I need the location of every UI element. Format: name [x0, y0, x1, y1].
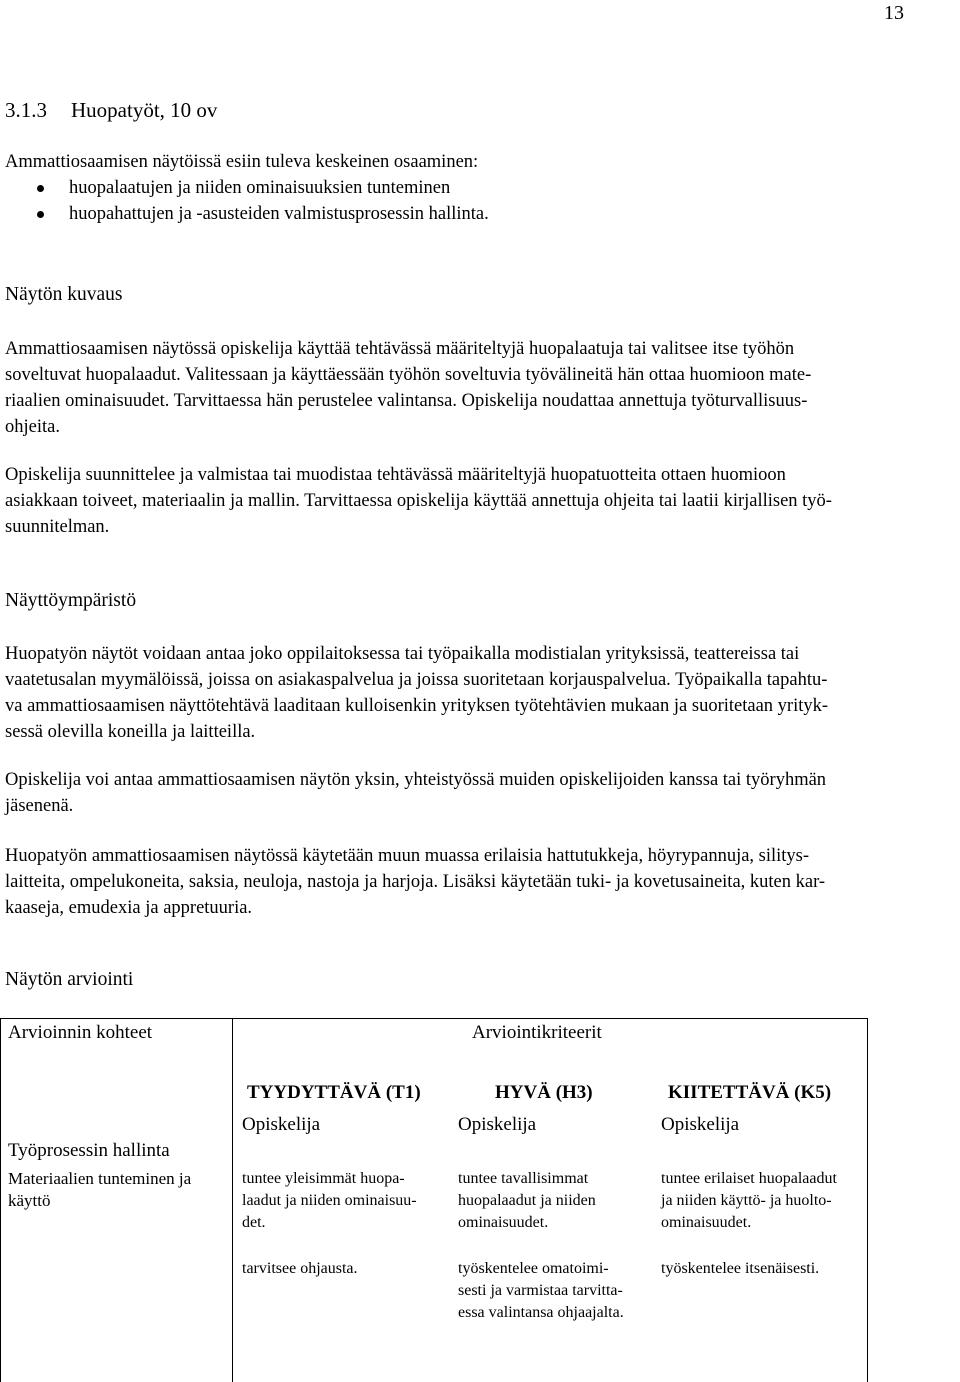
text-line: vaatetusalan myymälöissä, joissa on asiakaspalvelua ja joissa suoritetaan korjauspalvelua. Työpaikalla tapahtu- — [5, 670, 828, 690]
criteria-k5-knowledge — [661, 1168, 837, 1234]
col-header-targets: Arvioinnin kohteet — [8, 1022, 153, 1043]
criteria-h3-work — [458, 1258, 624, 1324]
text-line: käyttö — [8, 1191, 51, 1210]
text-line: suunnitelman. — [5, 517, 110, 537]
text-line: asiakkaan toiveet, materiaalin ja mallin. Tarvittaessa opiskelija käyttää annettuja ohjeita tai laatii kirjallisen työ- — [5, 491, 832, 511]
row-sub-label — [8, 1168, 191, 1212]
table-border — [232, 1018, 233, 1382]
text-line: Materiaalien tunteminen ja — [8, 1169, 192, 1188]
text-line: ominaisuudet. — [661, 1214, 752, 1231]
intro-lead: Ammattiosaamisen näytöissä esiin tuleva keskeinen osaaminen: — [5, 152, 479, 172]
text-line: soveltuvat huopalaadut. Valitessaan ja käyttäessään työhön soveltuvia työvälineitä hän ottaa huomioon mate- — [5, 365, 812, 385]
arviointi-heading: Näytön arviointi — [5, 969, 134, 990]
text-line: laadut ja niiden ominaisuu- — [242, 1192, 417, 1209]
text-line: sesti ja varmistaa tarvitta- — [458, 1282, 623, 1299]
level-k5: KIITETTÄVÄ (K5) — [668, 1082, 832, 1103]
text-line: työskentelee omatoimi- — [458, 1260, 609, 1277]
text-line: kaaseja, emudexia ja appretuuria. — [5, 898, 253, 918]
ymparisto-paragraph-1 — [5, 641, 953, 745]
subject-k5: Opiskelija — [661, 1114, 740, 1135]
criteria-k5-work — [661, 1258, 819, 1280]
text-line: ohjeita. — [5, 417, 60, 437]
text-line: ja niiden käyttö- ja huolto- — [661, 1192, 832, 1209]
table-border — [0, 1018, 1, 1382]
criteria-t1-work — [242, 1258, 358, 1280]
table-border — [0, 1018, 868, 1019]
ymparisto-paragraph-2 — [5, 767, 953, 819]
text-line: sessä olevilla koneilla ja laitteilla. — [5, 722, 256, 742]
ymparisto-paragraph-3 — [5, 843, 953, 921]
text-line: työskentelee itsenäisesti. — [661, 1260, 820, 1277]
text-line: laitteita, ompelukoneita, saksia, neuloja, nastoja ja harjoja. Lisäksi käytetään tuki- ja kovetusaineita, kuten kar- — [5, 872, 826, 892]
text-line: huopalaadut ja niiden — [458, 1192, 596, 1209]
row-main-label: Työprosessin hallinta — [8, 1140, 170, 1161]
text-line: Huopatyön näytöt voidaan antaa joko oppilaitoksessa tai työpaikalla modistialan yrityksissä, teattereissa tai — [5, 644, 800, 664]
text-line: tarvitsee ohjausta. — [242, 1260, 358, 1277]
assessment-table — [0, 1018, 868, 1382]
criteria-h3-knowledge — [458, 1168, 596, 1234]
text-line: Opiskelija voi antaa ammattiosaamisen näytön yksin, yhteistyössä muiden opiskelijoiden kanssa tai työryhmän — [5, 770, 827, 790]
kuvaus-paragraph-2 — [5, 462, 953, 540]
list-item: huopahattujen ja -asusteiden valmistusprosessin hallinta. — [5, 201, 953, 227]
section-number: 3.1.3 — [5, 98, 47, 122]
table-border — [867, 1018, 868, 1382]
col-header-criteria: Arviointikriteerit — [472, 1022, 602, 1043]
subject-t1: Opiskelija — [242, 1114, 321, 1135]
criteria-t1-knowledge — [242, 1168, 417, 1234]
text-line: jäsenenä. — [5, 796, 74, 816]
subject-h3: Opiskelija — [458, 1114, 537, 1135]
text-line: riaalien ominaisuudet. Tarvittaessa hän perustelee valintansa. Opiskelija noudattaa annettuja työturvallisuus- — [5, 391, 808, 411]
section-title: Huopatyöt, 10 ov — [71, 98, 218, 122]
text-line: Huopatyön ammattiosaamisen näytössä käytetään muun muassa erilaisia hattutukkeja, höyrypannuja, silitys- — [5, 846, 810, 866]
page-number: 13 — [884, 2, 904, 24]
list-item: huopalaatujen ja niiden ominaisuuksien tunteminen — [5, 175, 953, 201]
section-heading — [5, 98, 217, 123]
kuvaus-heading: Näytön kuvaus — [5, 284, 123, 305]
kuvaus-paragraph-1 — [5, 336, 953, 440]
level-t1: TYYDYTTÄVÄ (T1) — [247, 1082, 421, 1103]
intro — [5, 149, 953, 227]
competence-list — [5, 175, 953, 227]
ymparisto-heading: Näyttöympäristö — [5, 590, 137, 611]
level-h3: HYVÄ (H3) — [495, 1082, 593, 1103]
text-line: tuntee erilaiset huopalaadut — [661, 1170, 837, 1187]
text-line: tuntee yleisimmät huopa- — [242, 1170, 405, 1187]
text-line: Ammattiosaamisen näytössä opiskelija käyttää tehtävässä määriteltyjä huopalaatuja tai valitsee itse työhön — [5, 339, 795, 359]
text-line: tuntee tavallisimmat — [458, 1170, 589, 1187]
text-line: Opiskelija suunnittelee ja valmistaa tai muodistaa tehtävässä määriteltyjä huopatuotteita ottaen huomioon — [5, 465, 786, 485]
text-line: det. — [242, 1214, 266, 1231]
text-line: ominaisuudet. — [458, 1214, 549, 1231]
text-line: essa valintansa ohjaajalta. — [458, 1304, 624, 1321]
text-line: va ammattiosaamisen näyttötehtävä laaditaan kulloisenkin yrityksen työtehtävien mukaan ja suoritetaan yrityk- — [5, 696, 829, 716]
